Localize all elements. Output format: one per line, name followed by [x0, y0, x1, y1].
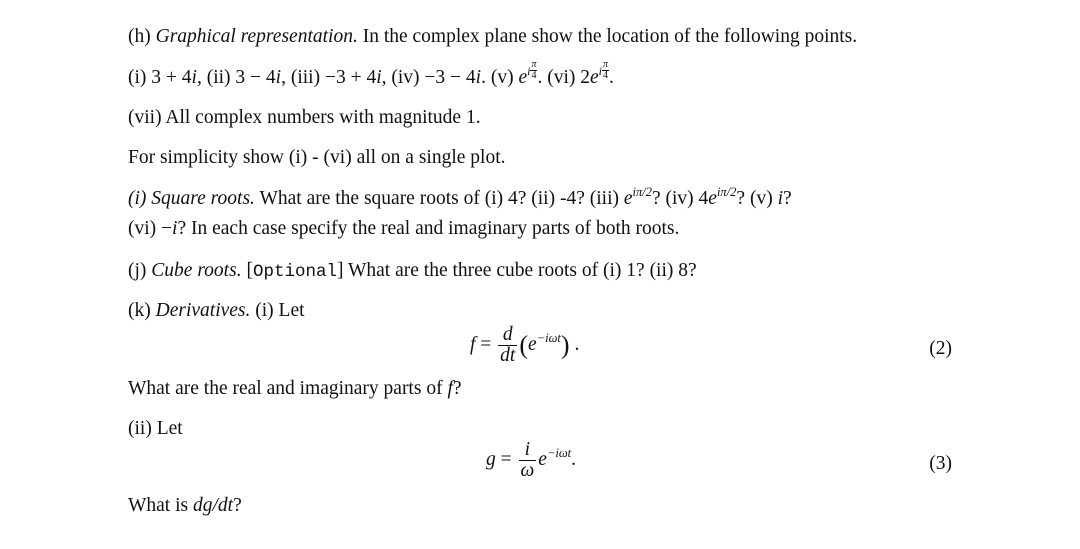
var-g: g [486, 448, 496, 470]
part-i-line2 [128, 217, 679, 241]
frac-den: 4 [603, 70, 608, 81]
part-text: What are the square roots of (i) 4? (ii) -4? (iii) [259, 188, 624, 209]
euler-e: e [518, 67, 528, 88]
exponent: iπ/2 [716, 185, 737, 199]
i-over-omega [519, 440, 537, 481]
part-i-heading [128, 187, 792, 211]
euler-e: e [590, 67, 599, 88]
equation-3: g = $\frac{i}{\omega}$ $e^{-i\omega t}$. [486, 439, 577, 481]
frac-den: ω [520, 460, 535, 481]
euler-e: e [528, 333, 537, 355]
frac-num: π [531, 59, 537, 70]
pi-over-4 [602, 60, 609, 81]
frac-num: π [603, 59, 609, 70]
question-f: What are the real and imaginary parts of f? [128, 378, 462, 399]
equation-2: f = $\frac{d}{dt}$ $(e^{-i\omega t})$ . [470, 324, 580, 366]
part-title: Square roots. [151, 188, 255, 209]
part-text: In the complex plane show the location of the following points. [362, 26, 858, 47]
part-title: Cube roots. [151, 260, 242, 281]
point-text: . (vi) 2 [537, 67, 590, 88]
part-text: ? [783, 188, 792, 209]
equation-number-3: (3) [929, 453, 952, 474]
part-text: (i) Let [255, 300, 305, 321]
simplicity-note: For simplicity show (i) - (vi) all on a single plot. [128, 147, 506, 168]
part-label: (h) [128, 26, 151, 47]
part-text: What are the three cube roots of (i) 1? (ii) 8? [348, 260, 697, 281]
derivative-expr: dg/dt [192, 495, 234, 516]
part-text: (vi) − [128, 218, 173, 239]
exp-i: i [598, 64, 602, 78]
exp-i: i [527, 64, 531, 78]
exponent: −iωt [536, 330, 561, 345]
part-j-heading: (j) Cube roots. [Optional] What are the three cube roots of (i) 1? (ii) 8? [128, 260, 697, 282]
euler-e: e [623, 188, 633, 209]
part-title: Graphical representation. [155, 26, 358, 47]
part-label: (k) [128, 300, 151, 321]
exponent: −iωt [546, 445, 572, 460]
frac-num: d [498, 325, 517, 346]
part-text: What are the real and imaginary parts of [128, 378, 448, 399]
frac-den: 4 [531, 70, 537, 81]
part-text: ? [233, 495, 242, 516]
imag-unit: i [475, 67, 482, 88]
part-h-heading [128, 25, 857, 49]
question-dg-dt [128, 494, 242, 518]
part-label: (j) [128, 260, 147, 281]
equation-number-2: (2) [929, 338, 952, 359]
frac-den: dt [500, 345, 516, 366]
point-text: , (iii) −3 + 4 [281, 67, 377, 88]
point-text: . (v) [481, 67, 519, 88]
part-text: What is [128, 495, 193, 516]
part-label: (i) [128, 188, 147, 209]
part-k-ii: (ii) Let [128, 418, 183, 439]
point-text: , (ii) 3 − 4 [196, 67, 276, 88]
point-vii: (vii) All complex numbers with magnitude 1. [128, 107, 481, 128]
euler-e: e [538, 448, 547, 470]
points-list: (i) 3 + 4i, (ii) 3 − 4i, (iii) −3 + 4i, (iv) −3 − 4i. (v) $e^i$ $\frac{\pi}{4}$ . (vi) $2e^i$ $\frac{\pi}{4}$ . [128, 59, 614, 88]
var-f: f [447, 378, 453, 399]
point-text: (i) 3 + 4 [128, 67, 192, 88]
exponent: iπ/2 [632, 185, 652, 199]
part-text: ? (iv) 4 [651, 188, 709, 209]
part-text: ? (v) [736, 188, 778, 209]
part-k-heading [128, 299, 305, 323]
imag-unit: i [191, 67, 197, 88]
derivative-operator [498, 325, 517, 366]
pi-over-4 [530, 60, 537, 81]
var-f: f [470, 333, 476, 355]
imag-unit: i [275, 67, 282, 88]
imag-unit: i [376, 67, 382, 88]
imag-unit: i [777, 188, 783, 209]
part-text: ? In each case specify the real and imaginary parts of both roots. [177, 218, 680, 239]
part-title: Derivatives. [155, 300, 251, 321]
optional-tag: Optional [252, 262, 337, 282]
point-text: , (iv) −3 − 4 [381, 67, 476, 88]
frac-num: i [519, 440, 537, 461]
euler-e: e [708, 188, 717, 209]
imag-unit: i [172, 218, 178, 239]
